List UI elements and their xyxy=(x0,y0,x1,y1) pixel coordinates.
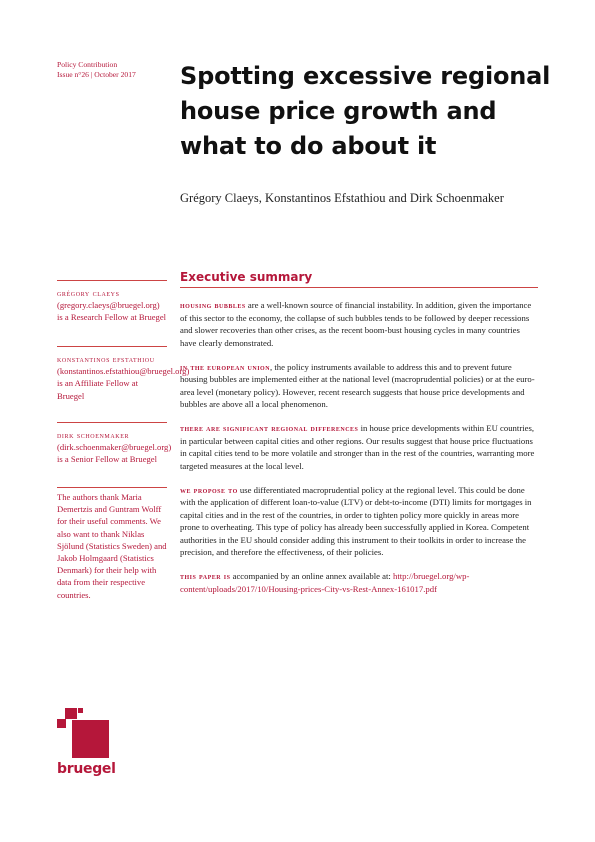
summary-paragraph xyxy=(180,361,538,411)
paragraph-lead: there are significant regional differences xyxy=(180,423,359,433)
paragraph-lead: in the european union xyxy=(180,361,271,372)
summary-paragraph xyxy=(180,299,538,349)
paragraph-text: , the policy instruments available to address this and to prevent future housing bubbles are implemented either at the national level (macroprudential policies) or at the euro-area level (monetary policy). However, recent research suggests that house price developments and bubbles are above all a local phenomenon. xyxy=(180,361,535,409)
author-note xyxy=(57,280,167,346)
bruegel-logo-text: bruegel xyxy=(57,761,116,777)
paragraph-lead: we propose to xyxy=(180,484,238,495)
annex-paragraph xyxy=(180,570,538,595)
page-title: Spotting excessive regional house price growth and what to do about it xyxy=(180,62,551,160)
author-note-name: dirk schoenmaker xyxy=(57,430,130,440)
annex-link[interactable]: http://bruegel.org/wp-content/uploads/2017/10/Housing-prices-City-vs-Rest-Annex-161017.pdf xyxy=(180,571,470,594)
executive-summary xyxy=(180,299,538,607)
sidebar xyxy=(57,280,190,601)
author-line: Grégory Claeys, Konstantinos Efstathiou and Dirk Schoenmaker xyxy=(180,191,504,205)
author-note-text: (gregory.claeys@bruegel.org) is a Research Fellow at Bruegel xyxy=(57,300,167,323)
publication-series xyxy=(57,60,136,80)
section-divider xyxy=(180,287,538,288)
paragraph-text: use differentiated macroprudential policy at the regional level. This could be done with the application of different loan-to-value (LTV) or debt-to-income (DTI) limits for mortgages in capital cities and in the rest of the countries, in order to tighten policy more quickly in areas more prone to overheating. This type of policy has already been successfully applied in Korea. Competent authorities in the EU should consider adding this instrument to their toolkits in order to increase the precision, and therefore the effectiveness, of their policies. xyxy=(180,484,532,557)
author-note xyxy=(57,422,172,487)
section-heading: Executive summary xyxy=(180,270,313,284)
paragraph-text: in house price developments within EU countries, in particular between capital cities and other regions. Our results suggest that house price fluctuations in capital cities tend to be more volatile and stronger than in the rest of the countries, warranting more targeted measures at the local level. xyxy=(180,423,535,471)
author-note-name: grégory claeys xyxy=(57,288,120,298)
summary-paragraph xyxy=(180,422,538,472)
author-note-text: (dirk.schoenmaker@bruegel.org) is a Senior Fellow at Bruegel xyxy=(57,442,172,465)
paragraph-text: accompanied by an online annex available at: xyxy=(230,571,394,581)
issue-label: Issue n°26 | October 2017 xyxy=(57,70,136,79)
author-note-name: konstantinos efstathiou xyxy=(57,354,155,364)
series-label: Policy Contribution xyxy=(57,60,118,69)
summary-paragraph xyxy=(180,484,538,559)
paragraph-lead: housing bubbles xyxy=(180,300,246,310)
paragraph-text: are a well-known source of financial instability. In addition, given the importance of this sector to the economy, the collapse of such bubbles tends to be followed by deeper recessions and slower recoveries than other crises, as the recent boom-bust housing cycles in many countries have clearly demonstrated. xyxy=(180,300,532,348)
paragraph-lead: this paper is xyxy=(180,571,231,581)
acknowledgements: The authors thank Maria Demertzis and Guntram Wolff for their useful comments. We also want to thank Niklas Sjölund (Statistics Sweden) and Jakob Holmgaard (Statistics Denmark) for their help with data from their respective countries. xyxy=(57,487,167,601)
author-note-text: (konstantinos.efstathiou@bruegel.org) is an Affiliate Fellow at Bruegel xyxy=(57,366,190,401)
author-note xyxy=(57,346,190,422)
